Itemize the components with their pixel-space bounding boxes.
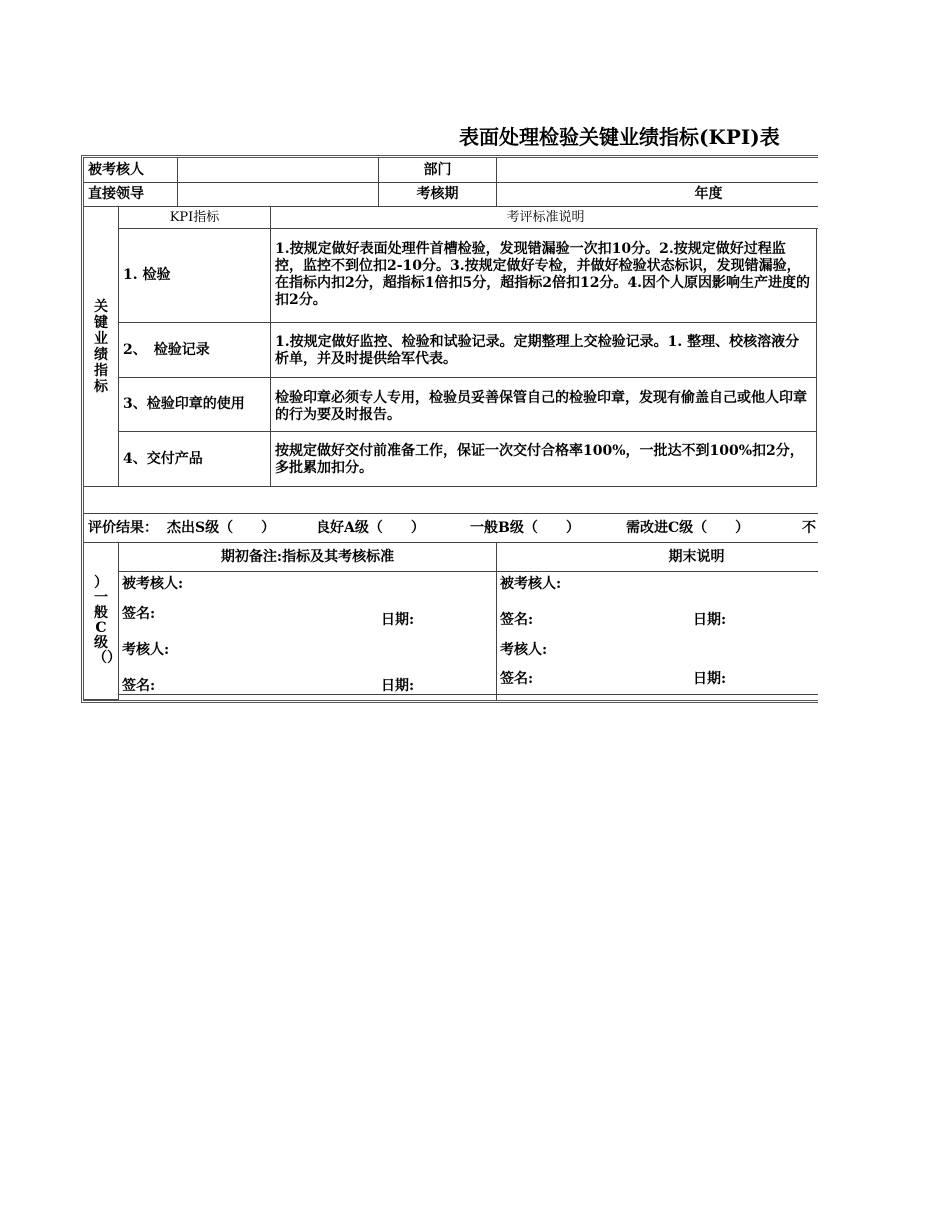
result-label: 评价结果：: [88, 520, 158, 536]
right-examiner-sign-label[interactable]: 签名:: [500, 671, 534, 687]
supervisor-label: 直接领导: [84, 183, 178, 207]
department-label: 部门: [379, 158, 497, 183]
supervisor-input[interactable]: [178, 183, 379, 207]
kpi-row-3-criteria: 检验印章必须专人专用，检验员妥善保管自己的检验印章，发现有偷盖自己或他人印章的行为要及时报告。: [271, 378, 817, 432]
notes-left-body: [119, 572, 497, 700]
year-field[interactable]: 年度: [497, 183, 818, 207]
right-examiner-date-label[interactable]: 日期:: [693, 671, 727, 687]
kpi-row-1-indicator: 1. 检验: [119, 229, 271, 323]
notes-side-label: ）一般C级（）: [84, 543, 119, 700]
notes-left-header: 期初备注:指标及其考核标准: [119, 543, 497, 572]
kpi-row-4-indicator: 4、交付产品: [119, 432, 271, 487]
left-examiner-label: 考核人:: [122, 642, 170, 658]
right-examinee-sign-label[interactable]: 签名:: [500, 612, 534, 628]
kpi-section-label: 关键业绩指标: [84, 207, 119, 487]
left-examiner-sign-label[interactable]: 签名:: [122, 678, 156, 694]
examinee-input[interactable]: [178, 158, 379, 183]
period-label: 考核期: [379, 183, 497, 207]
left-examiner-date-label[interactable]: 日期:: [381, 678, 415, 694]
kpi-table: [81, 155, 818, 703]
left-examinee-sign-label[interactable]: 签名:: [122, 606, 156, 622]
notes-right-header: 期末说明: [497, 543, 818, 572]
kpi-row-2-indicator: 2、 检验记录: [119, 323, 271, 378]
result-row: [84, 514, 818, 543]
department-input[interactable]: [497, 158, 818, 183]
examinee-label: 被考核人: [84, 158, 178, 183]
result-d-level[interactable]: 不: [802, 520, 816, 536]
result-c-level[interactable]: 需改进C级（ ）: [626, 520, 750, 536]
spacer-row: [84, 487, 818, 514]
left-examinee-label: 被考核人:: [122, 576, 184, 592]
notes-right-body: [497, 572, 818, 700]
kpi-row-1-criteria: 1.按规定做好表面处理件首槽检验，发现错漏验一次扣10分。2.按规定做好过程监控，监控不到位扣2-10分。3.按规定做好专检，并做好检验状态标识，发现错漏验，在指标内扣2分，超指标1倍扣5分，超指标2倍扣12分。4.因个人原因影响生产进度的扣2分。: [271, 229, 817, 323]
right-examinee-date-label[interactable]: 日期:: [693, 612, 727, 628]
result-b-level[interactable]: 一般B级（ ）: [470, 520, 580, 536]
result-s-level[interactable]: 杰出S级（ ）: [167, 520, 276, 536]
kpi-row-2-criteria: 1.按规定做好监控、检验和试验记录。定期整理上交检验记录。1. 整理、校核溶液分析单，并及时提供给军代表。: [271, 323, 817, 378]
kpi-row-3-indicator: 3、检验印章的使用: [119, 378, 271, 432]
kpi-criteria-header: 考评标准说明: [271, 207, 818, 229]
right-examinee-label: 被考核人:: [500, 576, 562, 592]
right-examiner-label: 考核人:: [500, 642, 548, 658]
left-examinee-date-label[interactable]: 日期:: [381, 612, 415, 628]
page-title: 表面处理检验关键业绩指标(KPI)表: [459, 125, 780, 149]
kpi-indicator-header: KPI指标: [119, 207, 271, 229]
notes-bottom-rule: [119, 694, 818, 695]
result-a-level[interactable]: 良好A级（ ）: [316, 520, 425, 536]
kpi-row-4-criteria: 按规定做好交付前准备工作，保证一次交付合格率100%，一批达不到100%扣2分，多批累加扣分。: [271, 432, 817, 487]
